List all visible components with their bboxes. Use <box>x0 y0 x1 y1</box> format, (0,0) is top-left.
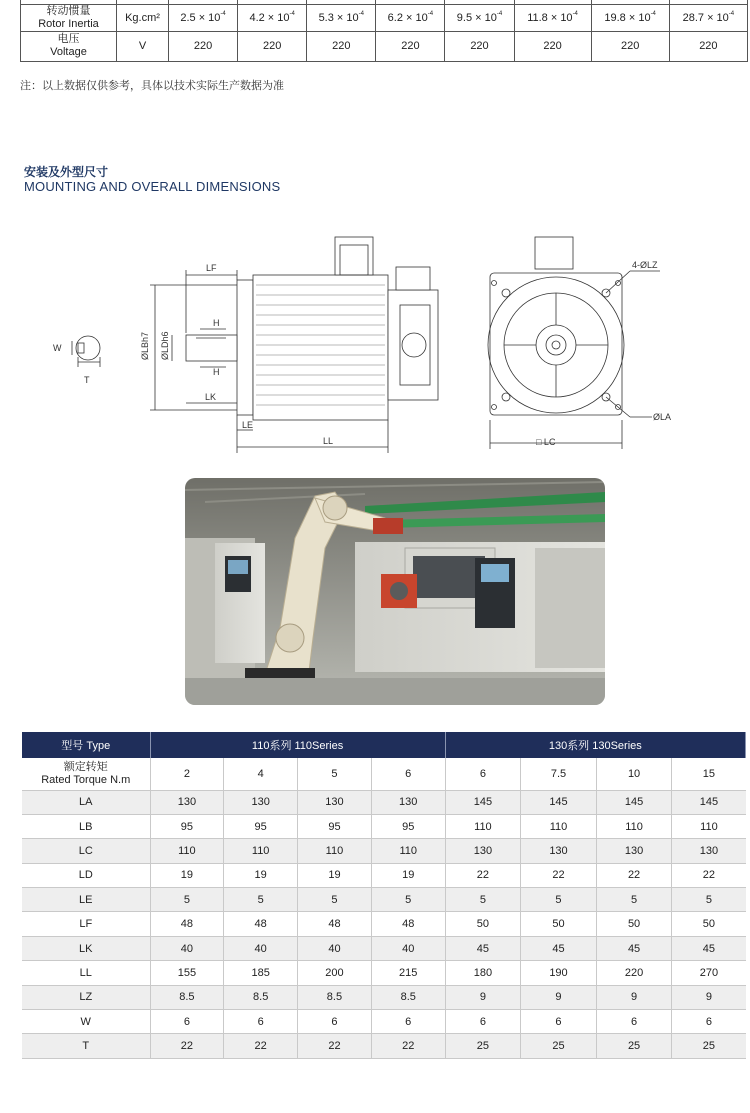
dim-label-ll: LL <box>323 436 334 446</box>
dimension-value: 130 <box>521 839 597 863</box>
shaft-section-view <box>72 336 100 367</box>
series-header-130: 130系列 130Series <box>445 732 745 758</box>
dimension-value: 40 <box>224 936 298 960</box>
spec-value <box>307 4 376 31</box>
dimension-value: 180 <box>445 961 521 985</box>
dimension-value: 9 <box>445 985 521 1009</box>
dim-label-h-top: H <box>213 318 220 328</box>
dimension-value: 5 <box>224 888 298 912</box>
table-row <box>22 888 746 912</box>
dimension-value: 5 <box>445 888 521 912</box>
dimension-value: 130 <box>596 839 672 863</box>
dimension-name: T <box>22 1034 150 1058</box>
dimension-value: 95 <box>298 814 372 838</box>
dimension-value: 145 <box>596 790 672 814</box>
dimension-name: LL <box>22 961 150 985</box>
dimension-value: 22 <box>521 863 597 887</box>
spec-label-zh: 电压 <box>57 33 80 45</box>
spec-value-base: 220 <box>262 40 282 52</box>
motor-side-view <box>150 237 438 453</box>
torque-value: 7.5 <box>521 758 597 790</box>
dimension-value: 50 <box>596 912 672 936</box>
table-row <box>22 863 746 887</box>
spec-value-exponent: -4 <box>496 10 503 17</box>
dimension-value: 9 <box>672 985 746 1009</box>
dimension-name: LZ <box>22 985 150 1009</box>
dimension-value: 25 <box>521 1034 597 1058</box>
section-title-zh: 安装及外型尺寸 <box>24 165 109 179</box>
dimension-value: 200 <box>298 961 372 985</box>
dimension-value: 19 <box>371 863 445 887</box>
spec-value-base: 220 <box>401 40 420 52</box>
torque-row <box>22 758 746 790</box>
dimension-value: 130 <box>672 839 746 863</box>
dimension-value: 130 <box>371 790 445 814</box>
dimension-value: 220 <box>596 961 672 985</box>
dimension-value: 6 <box>672 1010 746 1034</box>
dimension-value: 48 <box>298 912 372 936</box>
spec-value-exponent: -4 <box>650 10 656 17</box>
dimension-value: 6 <box>371 1010 445 1034</box>
dimension-value: 110 <box>672 814 746 838</box>
spec-row <box>21 4 748 31</box>
table-row <box>22 936 746 960</box>
spec-table <box>20 0 748 62</box>
dimension-value: 155 <box>150 961 224 985</box>
dimension-value: 48 <box>150 912 224 936</box>
spec-value <box>238 4 307 31</box>
dimension-value: 6 <box>445 1010 521 1034</box>
dimension-value: 130 <box>150 790 224 814</box>
dimension-value: 19 <box>150 863 224 887</box>
dimension-value: 110 <box>224 839 298 863</box>
table-row <box>22 912 746 936</box>
dimension-name: W <box>22 1010 150 1034</box>
torque-value: 2 <box>150 758 224 790</box>
dimension-value: 19 <box>224 863 298 887</box>
spec-value <box>591 4 669 31</box>
spec-row-label <box>21 4 117 31</box>
dimension-value: 22 <box>596 863 672 887</box>
spec-value-base: 2.5 × 10 <box>180 11 221 24</box>
spec-value-base: 28.7 × 10 <box>682 11 729 24</box>
type-header: 型号 Type <box>22 732 150 758</box>
dimension-value: 6 <box>521 1010 597 1034</box>
dimension-value: 130 <box>445 839 521 863</box>
spec-value-exponent: -4 <box>220 10 226 17</box>
dimension-value: 40 <box>150 936 224 960</box>
dimension-name: LB <box>22 814 150 838</box>
spec-value <box>669 4 747 31</box>
spec-value-base: 6.2 × 10 <box>387 11 428 24</box>
dim-label-ld: ØLDh6 <box>160 331 170 360</box>
spec-value-base: 220 <box>699 40 718 52</box>
dim-label-w: W <box>53 343 62 353</box>
spec-row-label <box>21 31 117 61</box>
dimension-name: LK <box>22 936 150 960</box>
spec-value <box>169 4 238 31</box>
spec-value <box>445 4 514 31</box>
table-row <box>22 814 746 838</box>
table-row <box>22 790 746 814</box>
spec-label-en: Rotor Inertia <box>38 17 99 30</box>
dimension-value: 25 <box>672 1034 746 1058</box>
spec-value-base: 11.8 × 10 <box>527 11 573 24</box>
dimension-value: 40 <box>371 936 445 960</box>
torque-value: 10 <box>596 758 672 790</box>
mounting-dimension-drawing <box>0 225 750 465</box>
dimension-value: 22 <box>150 1034 224 1058</box>
dim-label-lf: LF <box>206 263 217 273</box>
dim-label-lz: 4-ØLZ <box>632 260 658 270</box>
spec-value <box>376 4 445 31</box>
spec-value <box>376 31 445 61</box>
section-title-en: MOUNTING AND OVERALL DIMENSIONS <box>24 179 281 194</box>
dimension-value: 25 <box>596 1034 672 1058</box>
spec-value-base: 4.2 × 10 <box>249 11 290 24</box>
dimension-value: 6 <box>150 1010 224 1034</box>
dimension-value: 48 <box>371 912 445 936</box>
dimension-value: 130 <box>224 790 298 814</box>
dimension-value: 145 <box>521 790 597 814</box>
dim-label-la: ØLA <box>653 412 672 422</box>
dim-label-h-bottom: H <box>213 367 220 377</box>
spec-value-base: 19.8 × 10 <box>604 11 651 24</box>
dimension-value: 22 <box>672 863 746 887</box>
torque-label <box>22 758 150 790</box>
spec-value <box>514 4 591 31</box>
spec-unit: Kg.cm² <box>117 4 169 31</box>
dimension-value: 110 <box>150 839 224 863</box>
dimension-value: 190 <box>521 961 597 985</box>
spec-value-base: 220 <box>620 40 640 52</box>
spec-label-en: Voltage <box>50 46 87 58</box>
dimension-value: 95 <box>150 814 224 838</box>
spec-value <box>307 31 376 61</box>
dimension-value: 110 <box>596 814 672 838</box>
spec-value-exponent: -4 <box>289 10 295 17</box>
dimension-value: 8.5 <box>371 985 445 1009</box>
dimension-value: 45 <box>672 936 746 960</box>
dimension-table <box>22 732 746 1059</box>
spec-value-base: 9.5 × 10 <box>456 11 497 24</box>
dimension-value: 48 <box>224 912 298 936</box>
torque-value: 5 <box>298 758 372 790</box>
dimension-value: 6 <box>224 1010 298 1034</box>
dimension-value: 45 <box>445 936 521 960</box>
dimension-name: LA <box>22 790 150 814</box>
spec-value-base: 220 <box>470 40 489 52</box>
series-header-110: 110系列 110Series <box>150 732 445 758</box>
dimension-value: 25 <box>445 1034 521 1058</box>
torque-value: 6 <box>445 758 521 790</box>
spec-label-zh: 转动惯量 <box>46 4 91 17</box>
dimension-value: 6 <box>596 1010 672 1034</box>
spec-value <box>514 31 591 61</box>
dimension-value: 5 <box>371 888 445 912</box>
torque-value: 15 <box>672 758 746 790</box>
dimension-value: 5 <box>672 888 746 912</box>
spec-value-exponent: -4 <box>358 10 364 17</box>
dimension-value: 145 <box>445 790 521 814</box>
spec-value-base: 220 <box>332 40 351 52</box>
dimension-value: 22 <box>224 1034 298 1058</box>
data-note: 注：以上数据仅供参考，具体以技术实际生产数据为准 <box>20 79 284 92</box>
dimension-value: 45 <box>596 936 672 960</box>
dimension-name: LC <box>22 839 150 863</box>
spec-value-exponent: -4 <box>427 10 434 17</box>
dimension-value: 19 <box>298 863 372 887</box>
table-row <box>22 839 746 863</box>
dimension-value: 110 <box>445 814 521 838</box>
dimension-value: 95 <box>224 814 298 838</box>
dim-label-t: T <box>84 375 90 385</box>
dimension-value: 5 <box>150 888 224 912</box>
dimension-value: 110 <box>298 839 372 863</box>
dimension-value: 40 <box>298 936 372 960</box>
torque-value: 6 <box>371 758 445 790</box>
dim-label-lc: □ LC <box>536 437 556 447</box>
table-header-row <box>22 732 746 758</box>
dimension-value: 130 <box>298 790 372 814</box>
dimension-value: 270 <box>672 961 746 985</box>
dimension-value: 185 <box>224 961 298 985</box>
torque-label-en: Rated Torque N.m <box>41 773 131 786</box>
table-row <box>22 1010 746 1034</box>
dimension-value: 8.5 <box>224 985 298 1009</box>
spec-value <box>169 31 238 61</box>
dimension-value: 45 <box>521 936 597 960</box>
dimension-value: 5 <box>596 888 672 912</box>
dimension-name: LE <box>22 888 150 912</box>
dimension-value: 50 <box>521 912 597 936</box>
spec-value-base: 220 <box>543 40 562 52</box>
dimension-value: 145 <box>672 790 746 814</box>
dim-label-le: LE <box>242 420 254 430</box>
torque-value: 4 <box>224 758 298 790</box>
table-row <box>22 985 746 1009</box>
dim-label-lk: LK <box>205 392 217 402</box>
dim-label-lb: ØLBh7 <box>140 331 150 360</box>
spec-unit: V <box>117 31 169 61</box>
table-row <box>22 961 746 985</box>
dimension-value: 95 <box>371 814 445 838</box>
dimension-value: 110 <box>371 839 445 863</box>
dimension-value: 9 <box>521 985 597 1009</box>
spec-row <box>21 31 748 61</box>
dimension-value: 9 <box>596 985 672 1009</box>
table-row <box>22 1034 746 1058</box>
spec-value <box>445 31 514 61</box>
torque-label-zh: 额定转矩 <box>63 760 108 773</box>
spec-value <box>238 31 307 61</box>
dimension-value: 215 <box>371 961 445 985</box>
dimension-value: 8.5 <box>150 985 224 1009</box>
dimension-name: LD <box>22 863 150 887</box>
dimension-value: 6 <box>298 1010 372 1034</box>
spec-value-base: 5.3 × 10 <box>318 11 359 24</box>
robot-arm-factory-photo <box>185 478 605 705</box>
spec-value <box>669 31 747 61</box>
dimension-value: 22 <box>445 863 521 887</box>
spec-value <box>591 31 669 61</box>
spec-value-exponent: -4 <box>572 10 578 17</box>
dimension-name: LF <box>22 912 150 936</box>
spec-value-base: 220 <box>193 40 213 52</box>
dimension-value: 50 <box>672 912 746 936</box>
dimension-value: 50 <box>445 912 521 936</box>
spec-value-exponent: -4 <box>728 10 735 17</box>
dimension-value: 22 <box>298 1034 372 1058</box>
dimension-value: 110 <box>521 814 597 838</box>
dimension-value: 22 <box>371 1034 445 1058</box>
dimension-value: 8.5 <box>298 985 372 1009</box>
dimension-value: 5 <box>298 888 372 912</box>
dimension-value: 5 <box>521 888 597 912</box>
